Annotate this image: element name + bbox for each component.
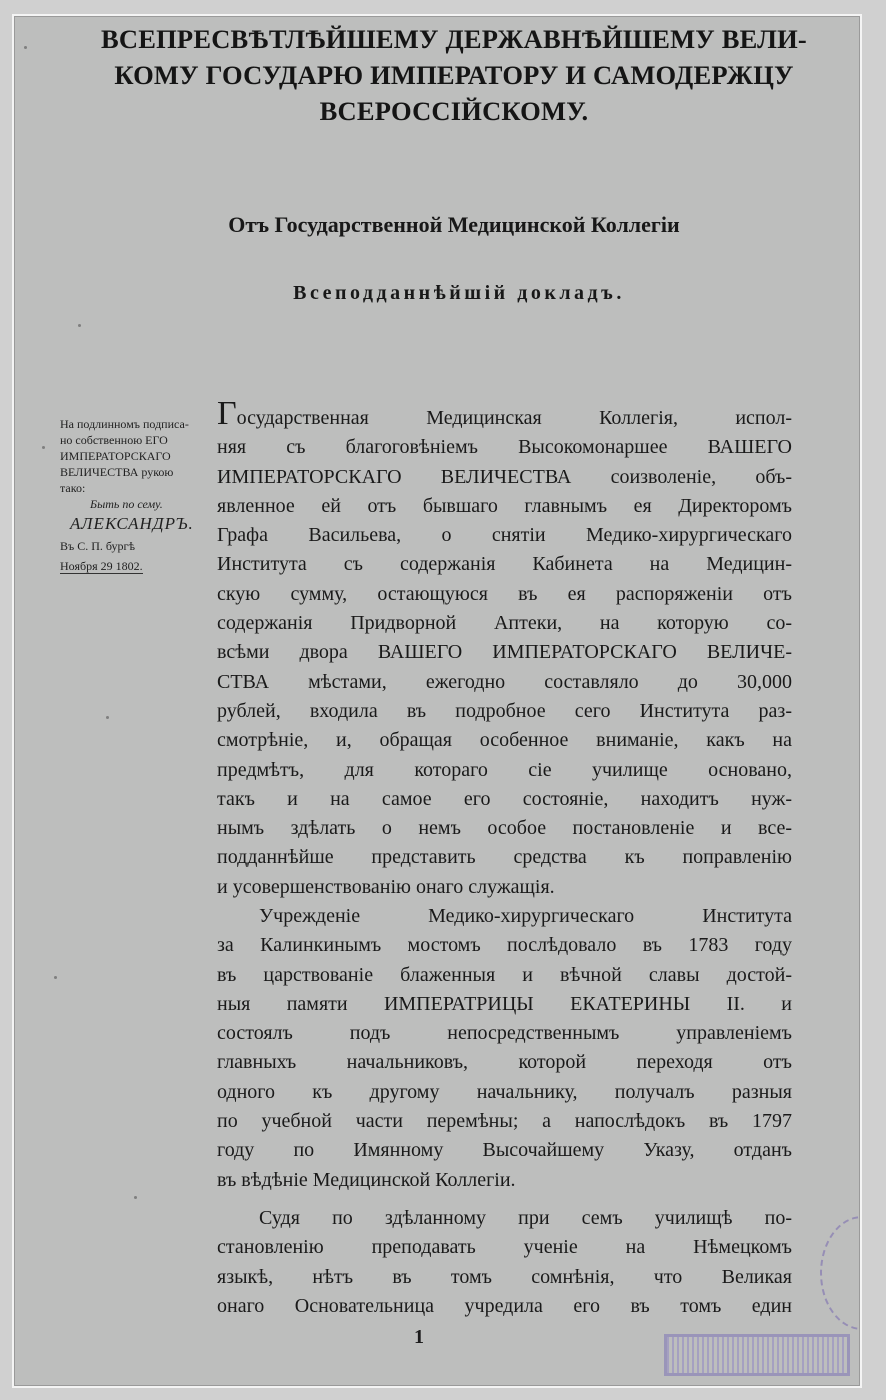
paragraph-line: такъ и на самое его состояніе, находитъ нуж- — [217, 787, 792, 810]
library-rect-stamp — [664, 1334, 850, 1376]
paragraph-line: году по Имянному Высочайшему Указу, отданъ — [217, 1139, 792, 1162]
paragraph-line: главныхъ начальниковъ, которой переходя отъ — [217, 1051, 792, 1074]
margin-note-signature: АЛЕКСАНДРЪ. — [70, 514, 194, 533]
report-title: Всеподданнѣйшій докладъ. — [293, 282, 625, 304]
margin-note-line: но собственною ЕГО — [60, 433, 168, 447]
paragraph-line: въ царствованіе блаженныя и вѣчной славы достой- — [217, 963, 792, 986]
margin-note-date — [60, 558, 240, 574]
margin-note-line: ИМПЕРАТОРСКАГО — [60, 449, 171, 463]
paragraph-line: явленное ей отъ бывшаго главнымъ ея Директоромъ — [217, 494, 792, 517]
paragraph-line: СТВА мѣстами, ежегодно составляло до 30,000 — [217, 670, 792, 693]
paragraph-1 — [217, 395, 792, 902]
paragraph-line: по учебной части перемѣны; а напослѣдокъ въ 1797 — [217, 1110, 792, 1133]
paragraph-line: языкѣ, нѣтъ въ томъ сомнѣнія, что Великая — [217, 1265, 792, 1288]
paragraph-line: за Калинкинымъ мостомъ послѣдовало въ 1783 году — [217, 934, 792, 957]
paragraph-3 — [217, 1204, 792, 1321]
margin-note-line: На подлинномъ подписа- — [60, 417, 189, 431]
dedication-title-line-1: ВСЕПРЕСВѢТЛѢЙШЕМУ ДЕРЖАВНѢЙШЕМУ ВЕЛИ- — [101, 24, 807, 54]
paragraph-line: подданнѣйше представить средства къ поправленію — [217, 846, 792, 869]
paragraph-line: Учрежденіе Медико-хирургическаго Института — [259, 905, 792, 927]
paragraph-line: предмѣтъ, для котораго сіе училище основано, — [217, 758, 792, 781]
paragraph-line: одного къ другому начальнику, получалъ разныя — [217, 1080, 792, 1103]
library-round-stamp — [820, 1216, 862, 1330]
paragraph-line: онаго Основательница учредила его въ томъ един — [217, 1294, 792, 1317]
paragraph-line: въ вѣдѣніе Медицинской Коллегіи. — [217, 1168, 516, 1191]
paragraph-line: содержанія Придворной Аптеки, на которую со- — [217, 612, 792, 635]
paragraph-line: состоялъ подъ непосредственнымъ управленіемъ — [217, 1022, 792, 1045]
paragraph-line: ныя памяти ИМПЕРАТРИЦЫ ЕКАТЕРИНЫ II. и — [217, 992, 792, 1015]
paragraph-line: всѣми двора ВАШЕГО ИМПЕРАТОРСКАГО ВЕЛИЧЕ- — [217, 641, 792, 664]
paragraph-line: рублей, входила въ подробное сего Института раз- — [217, 699, 792, 722]
margin-note-resolution: Быть по сему. — [90, 497, 163, 511]
dedication-title-line-3: ВСЕРОССІЙСКОМУ. — [319, 96, 589, 126]
paragraph-line-text: осударственная Медицинская Коллегія, испол- — [236, 407, 792, 429]
paragraph-line: нымъ здѣлать о немъ особое постановленіе и все- — [217, 817, 792, 840]
paragraph-2 — [217, 902, 792, 1195]
margin-note-place: Въ С. П. бургѣ — [60, 539, 135, 553]
dedication-title-line-2: КОМУ ГОСУДАРЮ ИМПЕРАТОРУ И САМОДЕРЖЦУ — [114, 60, 794, 90]
document-page — [12, 14, 862, 1388]
page-number: 1 — [414, 1326, 424, 1348]
paragraph-line: и усовершенствованію онаго служащія. — [217, 875, 555, 898]
margin-note-line: ВЕЛИЧЕСТВА рукою — [60, 465, 174, 479]
paragraph-line: няя съ благоговѣніемъ Высокомонаршее ВАШЕГО — [217, 436, 792, 459]
from-line: Отъ Государственной Медицинской Коллегіи — [228, 212, 680, 237]
paragraph-line: Судя по здѣланному при семъ училищѣ по- — [259, 1207, 792, 1229]
paragraph-line — [217, 395, 792, 433]
margin-note — [60, 416, 240, 574]
margin-note-line: тако: — [60, 481, 86, 495]
drop-cap: Г — [217, 395, 237, 432]
margin-note-date-text: Ноября 29 1802. — [60, 559, 143, 573]
paragraph-line: становленію преподавать ученіе на Нѣмецкомъ — [217, 1236, 792, 1259]
paragraph-line: Института съ содержанія Кабинета на Медицин- — [217, 553, 792, 576]
paragraph-line: ИМПЕРАТОРСКАГО ВЕЛИЧЕСТВА соизволеніе, объ- — [217, 465, 792, 488]
paragraph-line: Графа Васильева, о снятіи Медико-хирургическаго — [217, 524, 792, 547]
paragraph-line: смотрѣніе, и, обращая особенное вниманіе, какъ на — [217, 729, 792, 752]
paragraph-line: скую сумму, остающуюся въ ея распоряженіи отъ — [217, 582, 792, 605]
